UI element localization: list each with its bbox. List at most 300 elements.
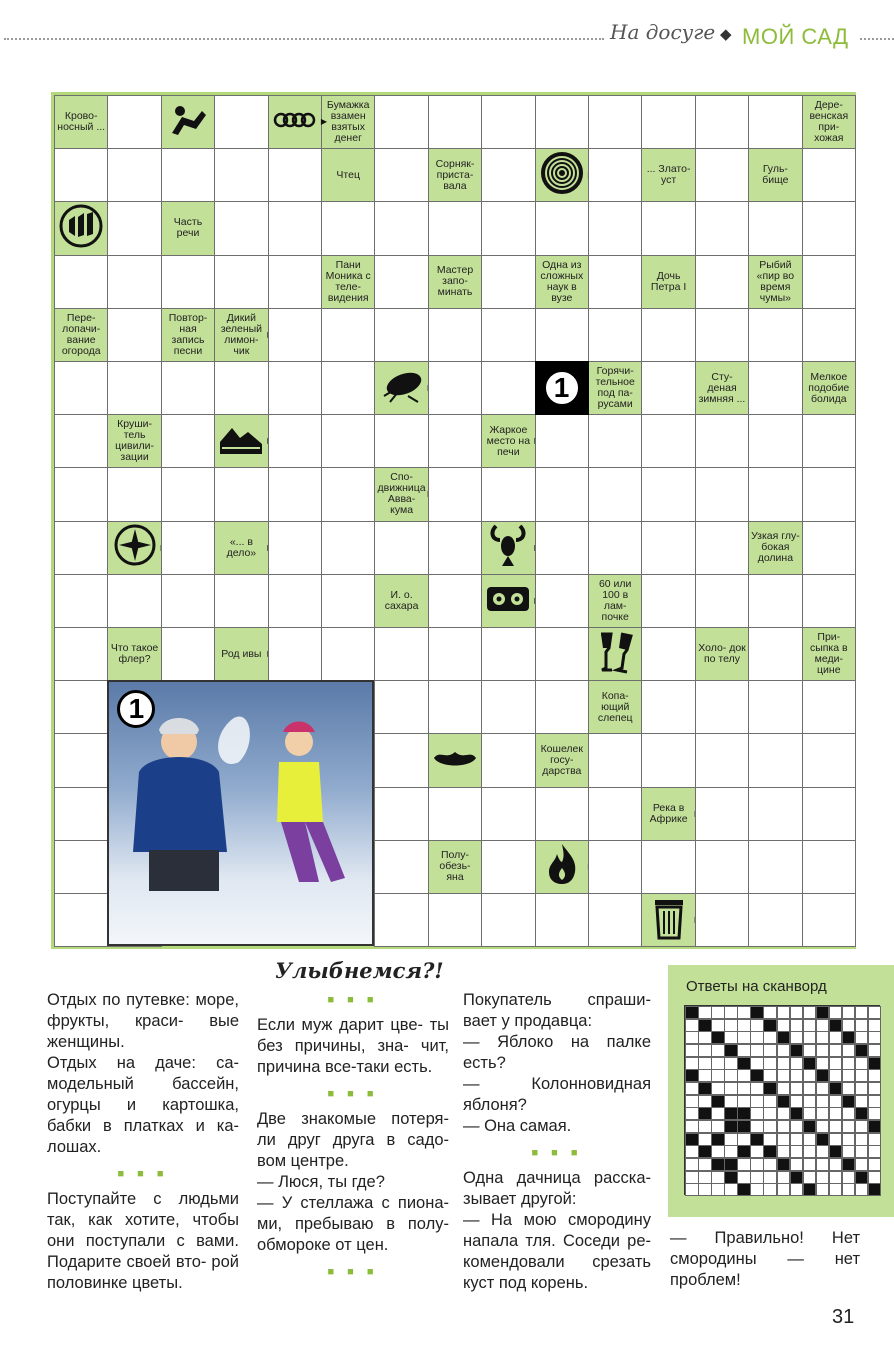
mini-grid-cell	[777, 1158, 791, 1171]
clue-cell	[214, 308, 268, 362]
answer-cell[interactable]	[321, 627, 375, 681]
answer-cell[interactable]	[374, 787, 428, 841]
answer-cell[interactable]	[588, 893, 642, 947]
answer-cell[interactable]	[161, 414, 215, 468]
answer-cell[interactable]	[641, 840, 695, 894]
answer-cell[interactable]	[748, 95, 802, 149]
clue-text: Мастер запо- минать	[436, 264, 474, 299]
answer-cell[interactable]	[481, 467, 535, 521]
answer-cell[interactable]	[268, 521, 322, 575]
answer-cell[interactable]	[268, 308, 322, 362]
joke-text: Две знакомые потеря- ли друг друга в садо- вом центре.	[257, 1110, 449, 1170]
mini-grid-cell	[698, 1145, 712, 1158]
answer-cell[interactable]	[54, 574, 108, 628]
answer-cell[interactable]	[107, 255, 161, 309]
mini-grid-cell	[685, 1183, 699, 1196]
clue-cell	[641, 787, 695, 841]
clue-text: Сорняк- приста- вала	[435, 157, 475, 192]
answer-cell[interactable]	[695, 148, 749, 202]
clue-arrow-icon: ▶	[320, 117, 327, 127]
answer-cell[interactable]	[428, 467, 482, 521]
fire-icon	[543, 842, 581, 891]
answer-cell[interactable]	[54, 521, 108, 575]
mini-grid-cell	[803, 1069, 817, 1082]
answer-cell[interactable]	[748, 627, 802, 681]
answer-cell[interactable]	[214, 148, 268, 202]
mini-grid-cell	[724, 1158, 738, 1171]
answer-cell[interactable]	[428, 627, 482, 681]
clue-text: ... Злато- уст	[646, 163, 691, 187]
tree-rings-icon	[540, 151, 584, 200]
answer-cell[interactable]	[748, 467, 802, 521]
answer-cell[interactable]	[428, 521, 482, 575]
answer-cell[interactable]	[748, 840, 802, 894]
answer-cell[interactable]	[641, 308, 695, 362]
mini-grid-cell	[777, 1107, 791, 1120]
mini-grid-cell	[868, 1095, 882, 1108]
answer-cell[interactable]	[107, 201, 161, 255]
clue-text: Одна из сложных наук в вузе	[540, 258, 584, 304]
answer-cell[interactable]	[428, 361, 482, 415]
answer-cell[interactable]	[321, 521, 375, 575]
answer-cell[interactable]	[161, 255, 215, 309]
answer-cell[interactable]	[268, 414, 322, 468]
answer-cell[interactable]	[161, 467, 215, 521]
answer-cell[interactable]	[107, 467, 161, 521]
mini-grid-cell	[868, 1133, 882, 1146]
answer-cell[interactable]	[695, 521, 749, 575]
mini-grid-cell	[855, 1082, 869, 1095]
answer-cell[interactable]	[481, 840, 535, 894]
mini-grid-cell	[855, 1120, 869, 1133]
clue-text: Полу- обезь- яна	[439, 849, 471, 884]
answer-cell[interactable]	[374, 148, 428, 202]
answer-cell[interactable]	[214, 255, 268, 309]
answer-cell[interactable]	[535, 414, 589, 468]
mini-grid-cell	[829, 1158, 843, 1171]
answer-cell[interactable]	[428, 95, 482, 149]
answer-cell[interactable]	[214, 95, 268, 149]
answer-cell[interactable]	[802, 201, 856, 255]
answer-cell[interactable]	[161, 627, 215, 681]
mini-grid-cell	[868, 1069, 882, 1082]
answer-cell[interactable]	[535, 787, 589, 841]
answer-cell[interactable]	[535, 627, 589, 681]
answer-cell[interactable]	[481, 148, 535, 202]
answer-cell[interactable]	[321, 414, 375, 468]
answer-cell[interactable]	[481, 627, 535, 681]
mini-grid-cell	[737, 1069, 751, 1082]
answer-cell[interactable]	[428, 680, 482, 734]
answer-cell[interactable]	[374, 308, 428, 362]
answer-cell[interactable]	[535, 95, 589, 149]
wrestlers-icon	[168, 103, 208, 142]
mini-grid-cell	[763, 1171, 777, 1184]
answer-cell[interactable]	[748, 680, 802, 734]
clue-cell	[214, 521, 268, 575]
mini-grid-cell	[763, 1183, 777, 1196]
answer-cell[interactable]	[374, 255, 428, 309]
mini-grid-cell	[711, 1082, 725, 1095]
mini-grid-cell	[829, 1031, 843, 1044]
mini-grid-cell	[777, 1145, 791, 1158]
answer-cell[interactable]	[321, 201, 375, 255]
answer-cell[interactable]	[214, 361, 268, 415]
mini-grid-cell	[711, 1120, 725, 1133]
answer-cell[interactable]	[695, 680, 749, 734]
answer-cell[interactable]	[107, 308, 161, 362]
clue-text: Крово- носный ...	[57, 110, 106, 134]
mini-grid-cell	[790, 1044, 804, 1057]
answer-cell[interactable]	[161, 361, 215, 415]
answer-cell[interactable]	[748, 733, 802, 787]
mini-grid-cell	[711, 1133, 725, 1146]
mini-grid-cell	[777, 1019, 791, 1032]
answer-cell[interactable]	[695, 414, 749, 468]
answer-cell[interactable]	[54, 840, 108, 894]
mini-grid-cell	[685, 1095, 699, 1108]
clue-cell	[107, 414, 161, 468]
clue-text: Повтор- ная запись песни	[168, 311, 208, 357]
answer-cell[interactable]	[481, 308, 535, 362]
answer-cell[interactable]	[748, 308, 802, 362]
clue-cell	[321, 95, 375, 149]
answer-cell[interactable]	[107, 574, 161, 628]
mini-grid-cell	[790, 1095, 804, 1108]
clue-text: Род ивы	[221, 647, 262, 660]
answer-cell[interactable]	[641, 627, 695, 681]
mini-grid-cell	[685, 1120, 699, 1133]
answer-cell[interactable]	[695, 840, 749, 894]
answer-cell[interactable]	[695, 467, 749, 521]
picture-clue-cell	[374, 361, 428, 415]
mini-grid-cell	[763, 1044, 777, 1057]
answer-cell[interactable]	[428, 574, 482, 628]
answer-cell[interactable]	[802, 733, 856, 787]
answer-cell[interactable]	[535, 521, 589, 575]
answer-cell[interactable]	[695, 95, 749, 149]
clue-cell	[748, 521, 802, 575]
answer-cell[interactable]	[374, 733, 428, 787]
answer-cell[interactable]	[214, 574, 268, 628]
picture-clue-cell	[268, 95, 327, 149]
answer-cell[interactable]	[54, 733, 108, 787]
mini-grid-cell	[803, 1145, 817, 1158]
joke-text: Покупатель спраши- вает у продавца:	[463, 991, 651, 1030]
photo-number-badge	[117, 690, 155, 728]
answer-cell[interactable]	[748, 574, 802, 628]
answer-cell[interactable]	[321, 308, 375, 362]
answer-cell[interactable]	[54, 680, 108, 734]
answer-cell[interactable]	[748, 361, 802, 415]
mini-grid-cell	[737, 1057, 751, 1070]
answer-cell[interactable]	[641, 467, 695, 521]
mini-grid-cell	[750, 1044, 764, 1057]
answer-cell[interactable]	[641, 680, 695, 734]
clue-text: «... в дело»	[226, 535, 257, 559]
answer-cell[interactable]	[588, 733, 642, 787]
clue-text: При- сыпка в меди- цине	[809, 631, 848, 677]
separator: ■ ■ ■	[327, 994, 379, 1006]
answer-cell[interactable]	[268, 255, 322, 309]
answer-cell[interactable]	[374, 680, 428, 734]
mini-grid-cell	[737, 1158, 751, 1171]
answer-cell[interactable]	[321, 467, 375, 521]
answer-cell[interactable]	[268, 627, 322, 681]
answer-cell[interactable]	[641, 574, 695, 628]
answer-cell[interactable]	[481, 361, 535, 415]
answer-cell[interactable]	[535, 467, 589, 521]
answer-cell[interactable]	[802, 148, 856, 202]
mini-grid-cell	[737, 1171, 751, 1184]
answer-cell[interactable]	[481, 680, 535, 734]
answer-cell[interactable]	[802, 414, 856, 468]
joke-text: — У стеллажа с пионa- ми, пребываю в полу- обмороке от цен.	[257, 1194, 449, 1254]
answer-cell[interactable]	[802, 308, 856, 362]
answer-cell[interactable]	[535, 308, 589, 362]
mini-grid-cell	[724, 1133, 738, 1146]
mini-grid-cell	[698, 1158, 712, 1171]
answer-cell[interactable]	[748, 414, 802, 468]
answer-cell[interactable]	[374, 414, 428, 468]
answer-cell[interactable]	[588, 201, 642, 255]
answer-cell[interactable]	[374, 627, 428, 681]
answer-cell[interactable]	[588, 787, 642, 841]
answer-cell[interactable]	[588, 840, 642, 894]
mini-grid-cell	[698, 1031, 712, 1044]
mini-grid-cell	[750, 1095, 764, 1108]
mini-grid-cell	[829, 1069, 843, 1082]
answer-cell[interactable]	[321, 574, 375, 628]
mini-grid-cell	[698, 1183, 712, 1196]
crayfish-icon	[488, 522, 528, 573]
answer-cell[interactable]	[54, 627, 108, 681]
mini-grid-cell	[803, 1057, 817, 1070]
answer-cell[interactable]	[695, 308, 749, 362]
answer-cell[interactable]	[641, 95, 695, 149]
answer-cell[interactable]	[481, 255, 535, 309]
answer-cell[interactable]	[481, 733, 535, 787]
mini-grid-cell	[868, 1183, 882, 1196]
clue-cell	[748, 148, 802, 202]
mini-grid-cell	[803, 1031, 817, 1044]
badge-number: 1	[543, 369, 581, 407]
mini-grid-cell	[803, 1044, 817, 1057]
mini-grid-cell	[803, 1158, 817, 1171]
answer-cell[interactable]	[535, 680, 589, 734]
answer-cell[interactable]	[268, 148, 322, 202]
answer-cell[interactable]	[695, 255, 749, 309]
clue-text: Дере- венская при- хожая	[809, 99, 849, 145]
answer-cell[interactable]	[748, 787, 802, 841]
mini-grid-cell	[868, 1145, 882, 1158]
mini-grid-cell	[685, 1069, 699, 1082]
clue-text: Что такое флер?	[110, 642, 159, 666]
answer-cell[interactable]	[588, 255, 642, 309]
answer-cell[interactable]	[481, 95, 535, 149]
clue-text: Жаркое место на печи	[486, 423, 531, 458]
mini-grid-cell	[816, 1183, 830, 1196]
answer-cell[interactable]	[54, 361, 108, 415]
answer-cell[interactable]	[161, 521, 215, 575]
answer-cell[interactable]	[268, 467, 322, 521]
mini-grid-cell	[829, 1044, 843, 1057]
mini-grid-cell	[737, 1006, 751, 1019]
clue-cell	[107, 627, 161, 681]
answer-cell[interactable]	[481, 201, 535, 255]
answer-cell[interactable]	[695, 787, 749, 841]
mini-grid-cell	[737, 1044, 751, 1057]
answer-cell[interactable]	[695, 893, 749, 947]
answer-cell[interactable]	[214, 201, 268, 255]
mini-grid-cell	[685, 1133, 699, 1146]
answer-cell[interactable]	[802, 467, 856, 521]
mini-grid-cell	[724, 1057, 738, 1070]
mini-grid-cell	[842, 1183, 856, 1196]
answer-cell[interactable]	[802, 787, 856, 841]
answer-cell[interactable]	[588, 148, 642, 202]
answer-cell[interactable]	[641, 414, 695, 468]
answer-cell[interactable]	[802, 255, 856, 309]
joke-text: Поступайте с людьми так, как хотите, чтобы они поступали с вами. Подарите своей вто- рой половинке цветы.	[47, 1190, 239, 1292]
answer-cell[interactable]	[107, 95, 161, 149]
answer-cell[interactable]	[107, 148, 161, 202]
answer-cell[interactable]	[54, 467, 108, 521]
mini-grid-cell	[698, 1019, 712, 1032]
mini-grid-cell	[790, 1069, 804, 1082]
answer-cell[interactable]	[54, 893, 108, 947]
answer-cell[interactable]	[428, 893, 482, 947]
mini-grid-cell	[750, 1171, 764, 1184]
answer-cell[interactable]	[374, 201, 428, 255]
mini-grid-cell	[724, 1019, 738, 1032]
mini-grid-cell	[724, 1171, 738, 1184]
mini-grid-cell	[842, 1171, 856, 1184]
answer-cell[interactable]	[268, 361, 322, 415]
mini-grid-cell	[803, 1183, 817, 1196]
answer-cell[interactable]	[428, 787, 482, 841]
page-number: 31	[832, 1306, 855, 1328]
answer-cell[interactable]	[54, 414, 108, 468]
answer-cell[interactable]	[748, 201, 802, 255]
clue-cell	[54, 95, 108, 149]
mini-grid-cell	[855, 1145, 869, 1158]
beetle-icon	[378, 368, 426, 409]
answer-cell[interactable]	[695, 733, 749, 787]
clue-cell	[321, 148, 375, 202]
answer-cell[interactable]	[588, 414, 642, 468]
mini-grid-cell	[750, 1107, 764, 1120]
answer-cell[interactable]	[802, 893, 856, 947]
mini-grid-cell	[711, 1069, 725, 1082]
answer-cell[interactable]	[641, 733, 695, 787]
answer-cell[interactable]	[268, 201, 322, 255]
answer-cell[interactable]	[535, 574, 589, 628]
clue-cell	[214, 627, 268, 681]
mini-grid-cell	[763, 1095, 777, 1108]
answer-cell[interactable]	[535, 201, 589, 255]
answer-cell[interactable]	[268, 574, 322, 628]
mini-grid-cell	[829, 1120, 843, 1133]
mini-grid-cell	[868, 1082, 882, 1095]
mini-grid-cell	[737, 1019, 751, 1032]
clue-text: Гуль- бище	[762, 163, 789, 187]
answer-cell[interactable]	[428, 201, 482, 255]
answer-cell[interactable]	[588, 467, 642, 521]
answer-cell[interactable]	[748, 893, 802, 947]
answer-cell[interactable]	[695, 201, 749, 255]
mini-grid-cell	[777, 1183, 791, 1196]
answer-cell[interactable]	[641, 201, 695, 255]
answer-cell[interactable]	[374, 893, 428, 947]
answer-cell[interactable]	[107, 361, 161, 415]
clue-cell	[802, 627, 856, 681]
mini-grid-cell	[803, 1133, 817, 1146]
mini-grid-cell	[855, 1031, 869, 1044]
mini-grid-cell	[763, 1145, 777, 1158]
joke-text: — Яблоко на палке есть?	[463, 1033, 651, 1072]
answer-cell[interactable]	[802, 840, 856, 894]
answer-cell[interactable]	[214, 467, 268, 521]
mini-grid-cell	[698, 1095, 712, 1108]
clue-cell	[374, 574, 428, 628]
answer-cell[interactable]	[428, 414, 482, 468]
answer-cell[interactable]	[321, 361, 375, 415]
answer-cell[interactable]	[428, 308, 482, 362]
answer-cell[interactable]	[588, 521, 642, 575]
answer-cell[interactable]	[535, 893, 589, 947]
answer-cell[interactable]	[802, 574, 856, 628]
answer-cell[interactable]	[588, 308, 642, 362]
mini-grid-cell	[790, 1158, 804, 1171]
mini-grid-cell	[685, 1145, 699, 1158]
header-dotted-line-right	[860, 38, 894, 40]
header-diamond: ◆	[720, 26, 732, 43]
clue-cell	[54, 308, 108, 362]
answer-cell[interactable]	[54, 255, 108, 309]
answer-cell[interactable]	[641, 521, 695, 575]
answer-cell[interactable]	[802, 680, 856, 734]
mini-grid-cell	[777, 1006, 791, 1019]
answer-cell[interactable]	[54, 148, 108, 202]
answer-cell[interactable]	[481, 893, 535, 947]
mini-grid-cell	[829, 1133, 843, 1146]
mini-grid-cell	[685, 1006, 699, 1019]
mini-grid-cell	[842, 1057, 856, 1070]
buick-logo-icon	[59, 204, 103, 253]
answer-cell[interactable]	[161, 574, 215, 628]
answer-cell[interactable]	[481, 787, 535, 841]
answer-cell[interactable]	[695, 574, 749, 628]
picture-clue-cell	[481, 574, 535, 628]
answer-cell[interactable]	[588, 95, 642, 149]
answer-cell[interactable]	[374, 521, 428, 575]
mini-grid-cell	[816, 1133, 830, 1146]
picture-clue-cell	[641, 893, 695, 947]
answer-cell[interactable]	[374, 95, 428, 149]
answer-cell[interactable]	[54, 787, 108, 841]
clue-text: Мелкое подобие болида	[808, 370, 850, 405]
mini-grid-cell	[737, 1095, 751, 1108]
mini-grid-cell	[685, 1031, 699, 1044]
mini-grid-cell	[711, 1044, 725, 1057]
mini-grid-cell	[816, 1031, 830, 1044]
answer-cell[interactable]	[802, 521, 856, 575]
answer-cell[interactable]	[161, 148, 215, 202]
photo-number: 1	[117, 690, 155, 728]
answer-cell[interactable]	[641, 361, 695, 415]
answer-cell[interactable]	[374, 840, 428, 894]
